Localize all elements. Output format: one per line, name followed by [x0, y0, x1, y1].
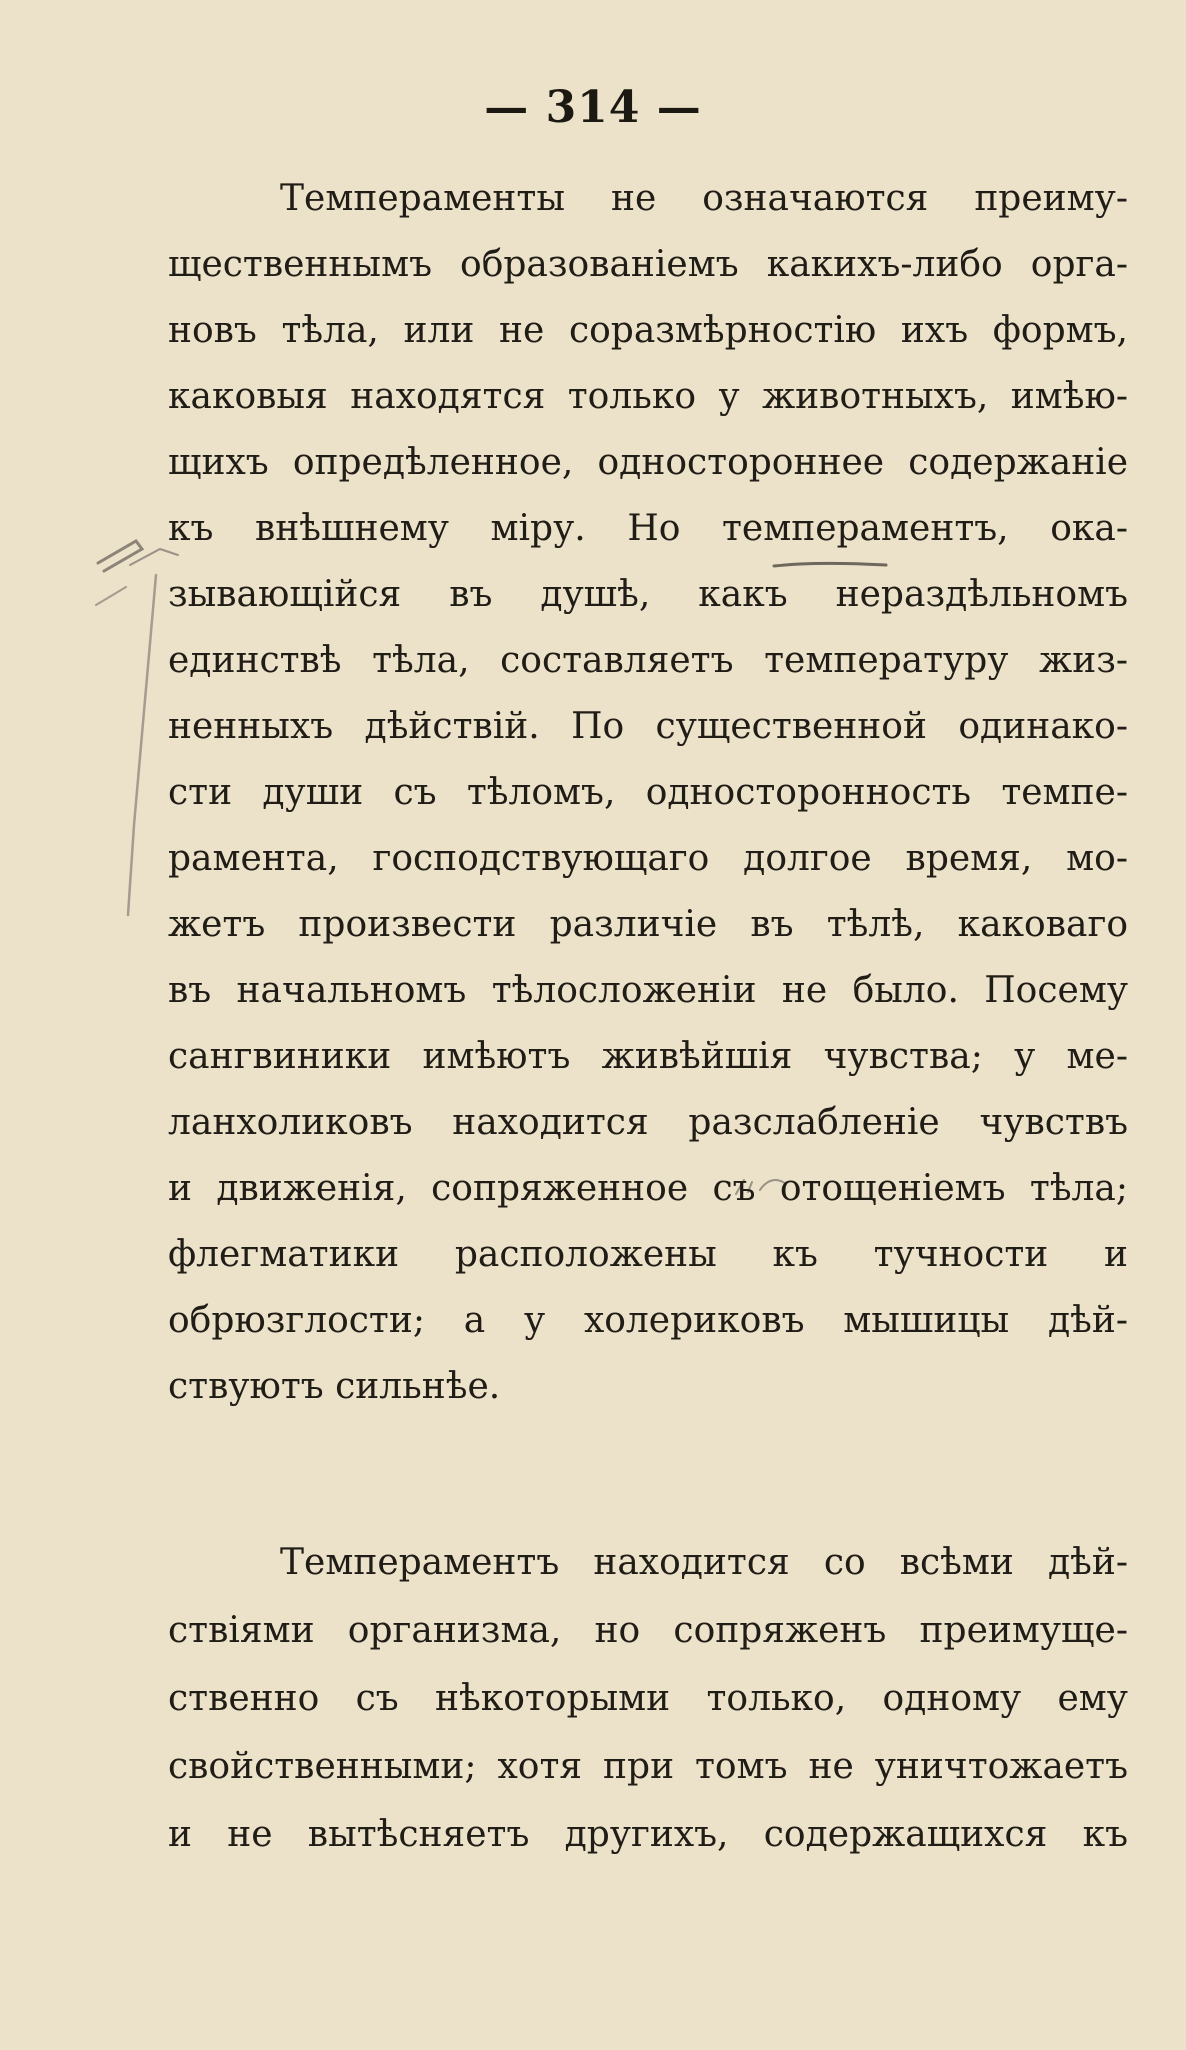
text-line: и движенія, сопряженное съ отощеніемъ тѣла;	[168, 1168, 1128, 1209]
text-line: сти души съ тѣломъ, односторонность темпе-	[168, 772, 1128, 813]
text-line: щественнымъ образованіемъ какихъ-либо орга-	[168, 244, 1128, 285]
text-line: ствіями организма, но сопряженъ преимуще-	[168, 1610, 1128, 1651]
text-line: ненныхъ дѣйствій. По существенной одинако-	[168, 706, 1128, 747]
text-line: рамента, господствующаго долгое время, мо-	[168, 838, 1128, 879]
text-line: зывающійся въ душѣ, какъ нераздѣльномъ	[168, 574, 1128, 615]
text-line: щихъ опредѣленное, одностороннее содержаніе	[168, 442, 1128, 483]
text-line: ствуютъ сильнѣе.	[168, 1366, 501, 1407]
page-number: — 314 —	[484, 82, 702, 133]
text-line: обрюзглости; а у холериковъ мышицы дѣй-	[168, 1300, 1128, 1341]
text-line: Темпераменты не означаются преиму-	[280, 178, 1128, 219]
text-line: къ внѣшнему міру. Но темпераментъ, ока-	[168, 508, 1128, 549]
text-line: жетъ произвести различіе въ тѣлѣ, каковаго	[168, 904, 1128, 945]
text-line: сангвиники имѣютъ живѣйшія чувства; у ме-	[168, 1036, 1128, 1077]
text-line: въ начальномъ тѣлосложеніи не было. Посему	[168, 970, 1128, 1011]
text-line: флегматики расположены къ тучности и	[168, 1234, 1128, 1275]
text-line: Темпераментъ находится со всѣми дѣй-	[280, 1542, 1128, 1583]
text-line: новъ тѣла, или не соразмѣрностію ихъ формъ,	[168, 310, 1128, 351]
text-line: свойственными; хотя при томъ не уничтожаетъ	[168, 1746, 1128, 1787]
text-line: ланхоликовъ находится разслабленіе чувствъ	[168, 1102, 1128, 1143]
text-line: и не вытѣсняетъ другихъ, содержащихся къ	[168, 1814, 1128, 1855]
text-line: каковыя находятся только у животныхъ, имѣю-	[168, 376, 1128, 417]
text-line: единствѣ тѣла, составляетъ температуру жиз-	[168, 640, 1128, 681]
text-line: ственно съ нѣкоторыми только, одному ему	[168, 1678, 1128, 1719]
